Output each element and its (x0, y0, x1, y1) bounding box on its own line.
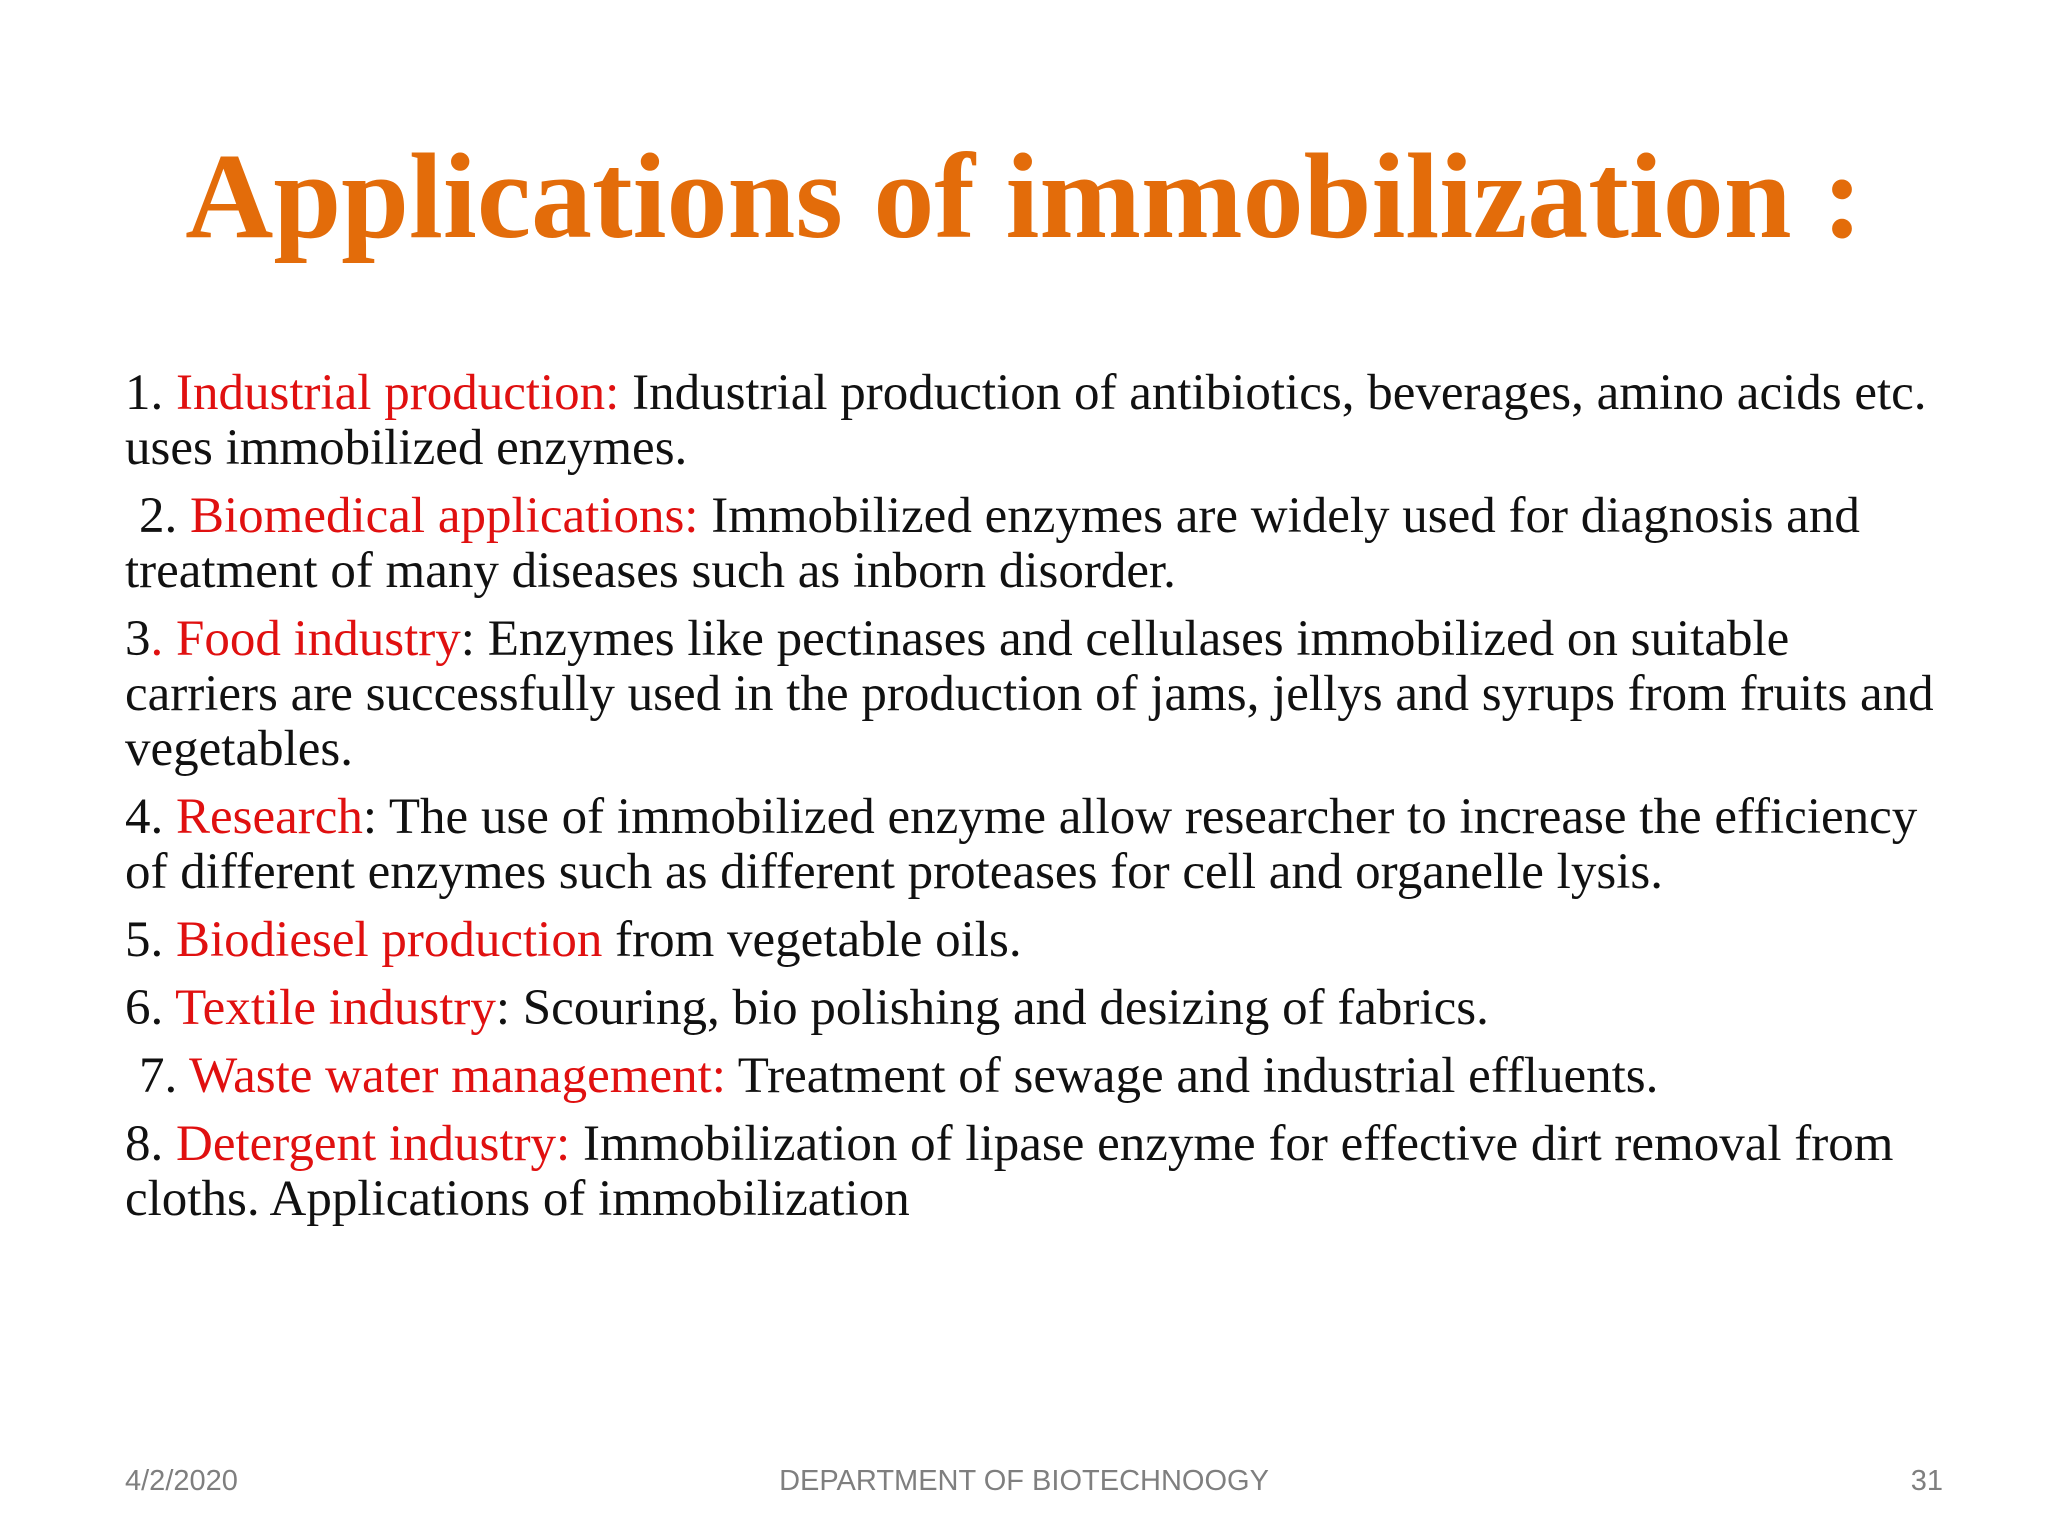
list-item-research (125, 790, 1945, 900)
item-description: Treatment of sewage and industrial effluents. (725, 1048, 1659, 1104)
item-number: 7. (139, 1048, 190, 1104)
item-term: Detergent industry: (176, 1116, 571, 1172)
list-item-biomedical-applications (125, 489, 1945, 599)
list-item-waste-water-management (125, 1049, 1945, 1104)
list-item-textile-industry (125, 981, 1945, 1036)
item-term: Waste water management: (189, 1048, 726, 1104)
item-number: 2. (139, 488, 190, 544)
list-item-industrial-production (125, 366, 1945, 476)
item-number: 1. (125, 365, 176, 421)
item-description: Immobilization of lipase enzyme for effective dirt removal from cloths. Applications of immobilization (125, 1116, 1894, 1227)
item-term: Industrial production: (176, 365, 620, 421)
item-number: 5. (125, 912, 176, 968)
applications-list (125, 366, 1945, 1240)
item-number: 3 (125, 611, 151, 667)
footer-page-number: 31 (1910, 1465, 1943, 1497)
list-item-detergent-industry (125, 1117, 1945, 1227)
slide-title: Applications of immobilization : (185, 129, 1863, 264)
list-item-biodiesel-production (125, 913, 1945, 968)
item-term: Textile industry (175, 980, 496, 1036)
item-term: Biodiesel production (176, 912, 603, 968)
footer-department: DEPARTMENT OF BIOTECHNOOGY (779, 1465, 1269, 1497)
item-description: Immobilized enzymes are widely used for diagnosis and treatment of many diseases such as inborn disorder. (125, 488, 1860, 599)
item-description: Industrial production of antibiotics, beverages, amino acids etc. uses immobilized enzymes. (125, 365, 1927, 476)
item-description: : Scouring, bio polishing and desizing of fabrics. (495, 980, 1489, 1036)
item-term: Biomedical applications: (190, 488, 699, 544)
item-number: 6. (125, 980, 176, 1036)
item-description: : The use of immobilized enzyme allow researcher to increase the efficiency of different enzymes such as different proteases for cell and organelle lysis. (125, 789, 1918, 900)
item-description: : Enzymes like pectinases and cellulases immobilized on suitable carriers are successfully used in the production of jams, jellys and syrups from fruits and vegetables. (125, 611, 1934, 777)
item-number: 4. (125, 789, 176, 845)
item-number: 8. (125, 1116, 176, 1172)
item-description: from vegetable oils. (602, 912, 1022, 968)
item-term: . Food industry (150, 611, 461, 667)
item-term: Research (176, 789, 363, 845)
footer-date: 4/2/2020 (125, 1465, 238, 1497)
list-item-food-industry (125, 612, 1945, 777)
